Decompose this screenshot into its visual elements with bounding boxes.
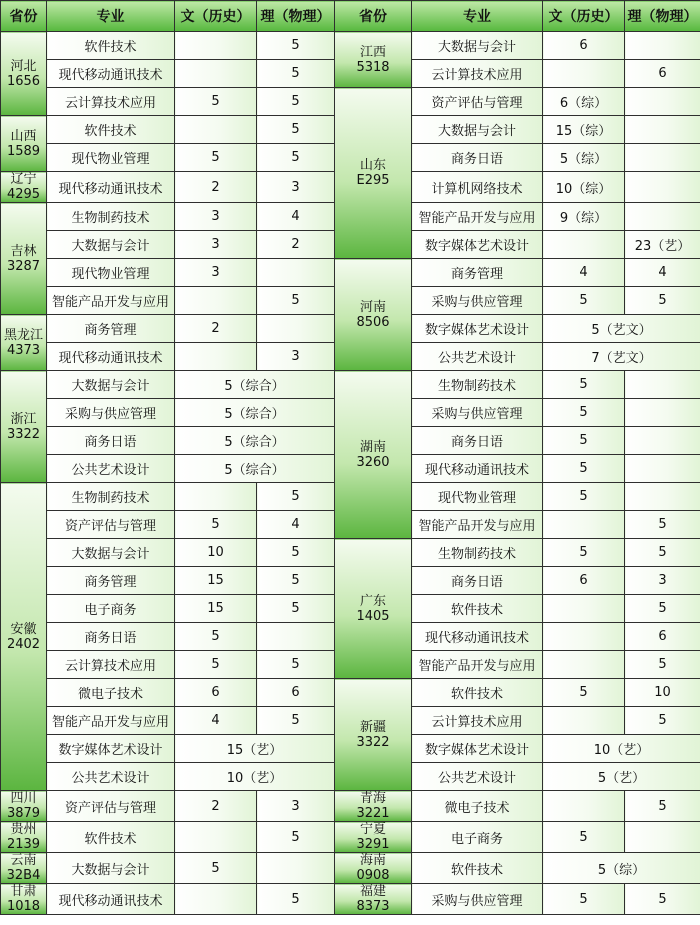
major-cell: 采购与供应管理 (47, 399, 175, 427)
arts-count-cell: 5 (175, 144, 257, 172)
major-cell: 公共艺术设计 (412, 763, 543, 791)
province-cell (335, 822, 412, 853)
science-count-cell: 3 (257, 791, 335, 822)
major-cell: 生物制药技术 (47, 203, 175, 231)
plan-count-cell: 7（艺文） (543, 343, 700, 371)
arts-count-cell: 5 (175, 511, 257, 539)
science-count-cell: 5 (625, 791, 700, 822)
province-name: 云南 (10, 853, 37, 868)
science-count-cell: 2 (257, 231, 335, 259)
major-cell: 数字媒体艺术设计 (412, 735, 543, 763)
major-cell: 现代物业管理 (412, 483, 543, 511)
science-count-cell (257, 853, 335, 884)
major-cell: 电子商务 (47, 595, 175, 623)
major-cell: 云计算技术应用 (412, 707, 543, 735)
major-cell: 商务日语 (412, 567, 543, 595)
arts-count-cell: 5 (543, 679, 625, 707)
table-row (1, 32, 700, 60)
major-cell: 数字媒体艺术设计 (412, 231, 543, 259)
plan-count-cell: 5（艺文） (543, 315, 700, 343)
major-cell: 现代移动通讯技术 (47, 884, 175, 915)
science-count-cell: 5 (257, 88, 335, 116)
major-cell: 智能产品开发与应用 (412, 203, 543, 231)
major-cell: 商务日语 (412, 427, 543, 455)
science-count-cell (625, 144, 700, 172)
science-count-cell: 5 (257, 595, 335, 623)
major-cell: 公共艺术设计 (47, 455, 175, 483)
arts-count-cell: 15（综） (543, 116, 625, 144)
province-cell (1, 822, 47, 853)
arts-count-cell (175, 822, 257, 853)
province-cell (1, 116, 47, 172)
major-cell: 微电子技术 (412, 791, 543, 822)
science-count-cell: 6 (625, 623, 700, 651)
major-cell: 现代物业管理 (47, 144, 175, 172)
arts-count-cell (175, 483, 257, 511)
arts-count-cell: 5 (175, 88, 257, 116)
arts-count-cell: 5 (543, 399, 625, 427)
science-count-cell: 10 (625, 679, 700, 707)
province-cell (1, 203, 47, 315)
table-row (1, 791, 700, 822)
science-count-cell: 5 (257, 60, 335, 88)
province-code: 2402 (6, 636, 41, 652)
header-arts: 文（历史） (175, 1, 257, 32)
major-cell: 云计算技术应用 (47, 88, 175, 116)
table-row (1, 259, 700, 287)
science-count-cell: 4 (625, 259, 700, 287)
arts-count-cell: 15 (175, 595, 257, 623)
arts-count-cell: 5 (543, 371, 625, 399)
province-name: 黑龙江 (3, 327, 43, 343)
arts-count-cell: 5（综） (543, 144, 625, 172)
science-count-cell (625, 203, 700, 231)
science-count-cell: 4 (257, 511, 335, 539)
province-code: 1405 (356, 608, 390, 624)
major-cell: 软件技术 (412, 679, 543, 707)
province-cell (1, 32, 47, 116)
major-cell: 公共艺术设计 (412, 343, 543, 371)
major-cell: 现代移动通讯技术 (412, 623, 543, 651)
arts-count-cell: 5 (543, 427, 625, 455)
major-cell: 云计算技术应用 (412, 60, 543, 88)
major-cell: 生物制药技术 (412, 539, 543, 567)
arts-count-cell (175, 884, 257, 915)
header-major: 专业 (47, 1, 175, 32)
arts-count-cell (543, 791, 625, 822)
province-cell (335, 259, 412, 371)
science-count-cell: 5 (257, 287, 335, 315)
major-cell: 商务管理 (47, 567, 175, 595)
science-count-cell: 5 (257, 884, 335, 915)
science-count-cell: 4 (257, 203, 335, 231)
major-cell: 软件技术 (47, 822, 175, 853)
major-cell: 现代移动通讯技术 (412, 455, 543, 483)
major-cell: 大数据与会计 (412, 116, 543, 144)
science-count-cell (625, 455, 700, 483)
major-cell: 大数据与会计 (47, 853, 175, 884)
major-cell: 生物制药技术 (412, 371, 543, 399)
arts-count-cell (543, 231, 625, 259)
province-name: 湖南 (359, 439, 386, 455)
science-count-cell: 3 (257, 343, 335, 371)
science-count-cell: 5 (257, 32, 335, 60)
science-count-cell (625, 32, 700, 60)
province-cell (1, 371, 47, 483)
header-province: 省份 (1, 1, 47, 32)
header-arts: 文（历史） (543, 1, 625, 32)
province-code: 3221 (356, 806, 390, 821)
province-name: 新疆 (359, 719, 386, 735)
major-cell: 大数据与会计 (47, 371, 175, 399)
science-count-cell: 5 (625, 511, 700, 539)
province-name: 福建 (359, 884, 386, 899)
science-count-cell (625, 88, 700, 116)
province-code: 4295 (6, 187, 41, 202)
science-count-cell: 3 (257, 172, 335, 203)
province-code: 8506 (356, 314, 390, 330)
major-cell: 软件技术 (412, 853, 543, 884)
plan-count-cell: 5（综合） (175, 427, 335, 455)
major-cell: 现代移动通讯技术 (47, 343, 175, 371)
arts-count-cell (543, 623, 625, 651)
header-major: 专业 (412, 1, 543, 32)
province-cell (1, 172, 47, 203)
arts-count-cell: 3 (175, 203, 257, 231)
major-cell: 智能产品开发与应用 (412, 651, 543, 679)
province-code: 1589 (6, 143, 41, 159)
major-cell: 现代移动通讯技术 (47, 60, 175, 88)
province-name: 贵州 (10, 822, 37, 837)
province-code: 0908 (356, 868, 390, 883)
header-province: 省份 (335, 1, 412, 32)
plan-count-cell: 5（艺） (543, 763, 700, 791)
province-code: 2139 (6, 837, 41, 852)
arts-count-cell: 6 (543, 567, 625, 595)
major-cell: 商务管理 (412, 259, 543, 287)
major-cell: 大数据与会计 (47, 539, 175, 567)
science-count-cell: 23（艺） (625, 231, 700, 259)
table-row (1, 884, 700, 915)
province-code: 8373 (356, 899, 390, 914)
province-name: 江西 (359, 44, 386, 60)
province-name: 海南 (359, 853, 386, 868)
arts-count-cell (543, 707, 625, 735)
science-count-cell: 5 (625, 539, 700, 567)
arts-count-cell: 5 (175, 853, 257, 884)
major-cell: 采购与供应管理 (412, 884, 543, 915)
arts-count-cell (175, 287, 257, 315)
major-cell: 电子商务 (412, 822, 543, 853)
science-count-cell (625, 427, 700, 455)
province-name: 河北 (10, 58, 37, 74)
table-row (1, 539, 700, 567)
province-name: 辽宁 (10, 172, 37, 187)
science-count-cell: 5 (625, 884, 700, 915)
major-cell: 采购与供应管理 (412, 399, 543, 427)
province-code: 3287 (6, 258, 41, 274)
table-row (1, 853, 700, 884)
province-cell (335, 853, 412, 884)
plan-count-cell: 5（综） (543, 853, 700, 884)
province-name: 安徽 (10, 621, 37, 637)
science-count-cell (625, 116, 700, 144)
major-cell: 智能产品开发与应用 (47, 707, 175, 735)
science-count-cell (625, 483, 700, 511)
province-name: 广东 (359, 593, 386, 609)
major-cell: 云计算技术应用 (47, 651, 175, 679)
plan-count-cell: 10（艺） (543, 735, 700, 763)
major-cell: 商务日语 (47, 427, 175, 455)
major-cell: 计算机网络技术 (412, 172, 543, 203)
major-cell: 采购与供应管理 (412, 287, 543, 315)
arts-count-cell: 15 (175, 567, 257, 595)
major-cell: 智能产品开发与应用 (47, 287, 175, 315)
arts-count-cell: 5 (175, 651, 257, 679)
arts-count-cell (175, 32, 257, 60)
province-cell (335, 88, 412, 259)
arts-count-cell (175, 343, 257, 371)
major-cell: 数字媒体艺术设计 (47, 735, 175, 763)
arts-count-cell (175, 60, 257, 88)
province-code: 4373 (6, 342, 41, 358)
arts-count-cell: 3 (175, 231, 257, 259)
science-count-cell (257, 259, 335, 287)
arts-count-cell: 5 (543, 483, 625, 511)
science-count-cell: 5 (257, 567, 335, 595)
major-cell: 智能产品开发与应用 (412, 511, 543, 539)
province-code: 3879 (6, 806, 41, 821)
province-code: 3260 (356, 454, 390, 470)
science-count-cell (625, 399, 700, 427)
arts-count-cell: 5 (543, 539, 625, 567)
arts-count-cell: 5 (543, 455, 625, 483)
science-count-cell (625, 172, 700, 203)
science-count-cell: 5 (257, 651, 335, 679)
province-name: 山西 (10, 128, 37, 144)
major-cell: 现代移动通讯技术 (47, 172, 175, 203)
arts-count-cell: 6（综） (543, 88, 625, 116)
arts-count-cell (175, 116, 257, 144)
science-count-cell: 5 (257, 483, 335, 511)
science-count-cell (625, 822, 700, 853)
plan-count-cell: 5（综合） (175, 399, 335, 427)
table-row (1, 679, 700, 707)
science-count-cell: 5 (625, 707, 700, 735)
province-cell (335, 32, 412, 88)
arts-count-cell: 2 (175, 791, 257, 822)
major-cell: 大数据与会计 (47, 231, 175, 259)
province-cell (335, 371, 412, 539)
arts-count-cell: 6 (175, 679, 257, 707)
major-cell: 微电子技术 (47, 679, 175, 707)
province-name: 青海 (359, 791, 386, 806)
province-cell (1, 853, 47, 884)
major-cell: 大数据与会计 (412, 32, 543, 60)
science-count-cell: 5 (625, 287, 700, 315)
province-code: 32B4 (6, 868, 41, 883)
province-name: 甘肃 (10, 884, 37, 899)
province-code: E295 (356, 173, 390, 188)
province-cell (1, 884, 47, 915)
arts-count-cell: 2 (175, 315, 257, 343)
arts-count-cell: 10（综） (543, 172, 625, 203)
major-cell: 生物制药技术 (47, 483, 175, 511)
province-name: 浙江 (10, 411, 37, 427)
major-cell: 现代物业管理 (47, 259, 175, 287)
science-count-cell (257, 315, 335, 343)
table-row (1, 822, 700, 853)
arts-count-cell: 5 (543, 287, 625, 315)
science-count-cell: 6 (625, 60, 700, 88)
science-count-cell (625, 371, 700, 399)
major-cell: 商务日语 (47, 623, 175, 651)
province-cell (335, 884, 412, 915)
major-cell: 软件技术 (47, 32, 175, 60)
province-code: 1018 (6, 899, 41, 914)
science-count-cell: 6 (257, 679, 335, 707)
arts-count-cell: 5 (543, 884, 625, 915)
arts-count-cell: 5 (543, 822, 625, 853)
province-cell (335, 539, 412, 679)
table-row (1, 371, 700, 399)
science-count-cell: 5 (257, 822, 335, 853)
province-name: 山东 (359, 158, 386, 173)
major-cell: 资产评估与管理 (47, 511, 175, 539)
science-count-cell (257, 623, 335, 651)
science-count-cell: 5 (257, 116, 335, 144)
table-header-row (1, 1, 700, 32)
plan-count-cell: 10（艺） (175, 763, 335, 791)
science-count-cell: 5 (625, 595, 700, 623)
major-cell: 资产评估与管理 (412, 88, 543, 116)
province-name: 四川 (10, 791, 37, 806)
province-code: 3322 (6, 426, 41, 442)
header-science: 理（物理） (257, 1, 335, 32)
science-count-cell: 5 (625, 651, 700, 679)
science-count-cell: 5 (257, 707, 335, 735)
plan-count-cell: 5（综合） (175, 455, 335, 483)
province-name: 吉林 (10, 243, 37, 259)
arts-count-cell (543, 60, 625, 88)
province-name: 河南 (359, 299, 386, 315)
header-science: 理（物理） (625, 1, 700, 32)
science-count-cell: 3 (625, 567, 700, 595)
arts-count-cell: 2 (175, 172, 257, 203)
arts-count-cell (543, 651, 625, 679)
province-name: 宁夏 (359, 822, 386, 837)
major-cell: 商务日语 (412, 144, 543, 172)
plan-count-cell: 15（艺） (175, 735, 335, 763)
major-cell: 商务管理 (47, 315, 175, 343)
arts-count-cell: 4 (175, 707, 257, 735)
major-cell: 数字媒体艺术设计 (412, 315, 543, 343)
science-count-cell: 5 (257, 539, 335, 567)
province-code: 3291 (356, 837, 390, 852)
province-cell (1, 483, 47, 791)
arts-count-cell: 10 (175, 539, 257, 567)
arts-count-cell: 6 (543, 32, 625, 60)
major-cell: 软件技术 (412, 595, 543, 623)
arts-count-cell: 3 (175, 259, 257, 287)
major-cell: 软件技术 (47, 116, 175, 144)
province-cell (1, 315, 47, 371)
arts-count-cell: 4 (543, 259, 625, 287)
province-code: 3322 (356, 734, 390, 750)
province-cell (1, 791, 47, 822)
table-row (1, 88, 700, 116)
major-cell: 资产评估与管理 (47, 791, 175, 822)
province-code: 1656 (6, 73, 41, 89)
arts-count-cell: 5 (175, 623, 257, 651)
major-cell: 公共艺术设计 (47, 763, 175, 791)
arts-count-cell (543, 511, 625, 539)
arts-count-cell (543, 595, 625, 623)
province-cell (335, 791, 412, 822)
plan-count-cell: 5（综合） (175, 371, 335, 399)
province-cell (335, 679, 412, 791)
science-count-cell: 5 (257, 144, 335, 172)
arts-count-cell: 9（综） (543, 203, 625, 231)
province-code: 5318 (356, 59, 390, 75)
